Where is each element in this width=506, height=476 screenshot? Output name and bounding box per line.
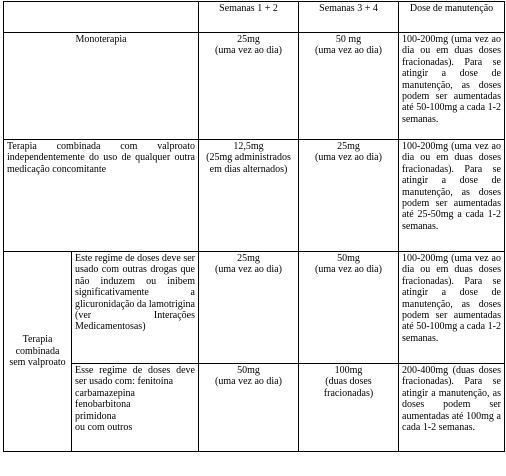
- valproate-weeks-1-2: 12,5mg (25mg administrados em dias alternados): [199, 140, 299, 252]
- group-label-no-valproate: Terapia combinada sem valproato: [4, 252, 72, 452]
- header-empty-cell: [4, 2, 199, 33]
- no-valproate-b-maintenance: 200-400mg (duas doses fracionadas). Para se atingir a manutenção, as doses podem ser aumentadas até 100mg a cada 1-2 semanas.: [399, 364, 505, 452]
- header-weeks-1-2: Semanas 1 + 2: [199, 2, 299, 33]
- no-valproate-b-condition: Esse regime de doses deve ser usado com: fenitoína carbamazepina fenobarbitona primidona ou com outros: [72, 364, 199, 452]
- row-label-valproate-combination: Terapia combinada com valproato independentemente do uso de qualquer outra medicação concomitante: [4, 140, 199, 252]
- dosing-document: [3, 1, 505, 452]
- table-row-valproate-combination: [4, 140, 505, 252]
- no-valproate-a-condition: Este regime de doses deve ser usado com outras drogas que não induzem ou inibem significativamente a glicuronidação da lamotrigina (ver Interações Medicamentosas): [72, 252, 199, 364]
- table-header-row: [4, 2, 505, 33]
- no-valproate-a-maintenance: 100-200mg (uma vez ao dia ou em duas doses fracionadas). Para se atingir a dose de manutenção, as doses podem ser aumentadas até 50-100mg a cada 1-2 semanas.: [399, 252, 505, 364]
- no-valproate-b-weeks-3-4: 100mg (duas doses fracionadas): [299, 364, 399, 452]
- dosing-table: [3, 1, 505, 452]
- valproate-maintenance: 100-200mg (uma vez ao dia ou em duas doses fracionadas). Para se atingir a dose de manutenção, as doses podem ser aumentadas até 25-50mg a cada 1-2 semanas.: [399, 140, 505, 252]
- valproate-weeks-3-4: 25mg (uma vez ao dia): [299, 140, 399, 252]
- header-maintenance-dose: Dose de manutenção: [399, 2, 505, 33]
- table-row-monotherapy: [4, 33, 505, 140]
- header-weeks-3-4: Semanas 3 + 4: [299, 2, 399, 33]
- no-valproate-a-weeks-3-4: 50mg (uma vez ao dia): [299, 252, 399, 364]
- monotherapy-weeks-3-4: 50 mg (uma vez ao dia): [299, 33, 399, 140]
- monotherapy-maintenance: 100-200mg (uma vez ao dia ou em duas doses fracionadas). Para se atingir a dose de manutenção, as doses podem ser aumentadas até 50-100mg a cada 1-2 semanas.: [399, 33, 505, 140]
- table-row-no-valproate-b: [4, 364, 505, 452]
- row-label-monotherapy: Monoterapia: [4, 33, 199, 140]
- monotherapy-weeks-1-2: 25mg (uma vez ao dia): [199, 33, 299, 140]
- no-valproate-a-weeks-1-2: 25mg (uma vez ao dia): [199, 252, 299, 364]
- table-row-no-valproate-a: [4, 252, 505, 364]
- no-valproate-b-weeks-1-2: 50mg (uma vez ao dia): [199, 364, 299, 452]
